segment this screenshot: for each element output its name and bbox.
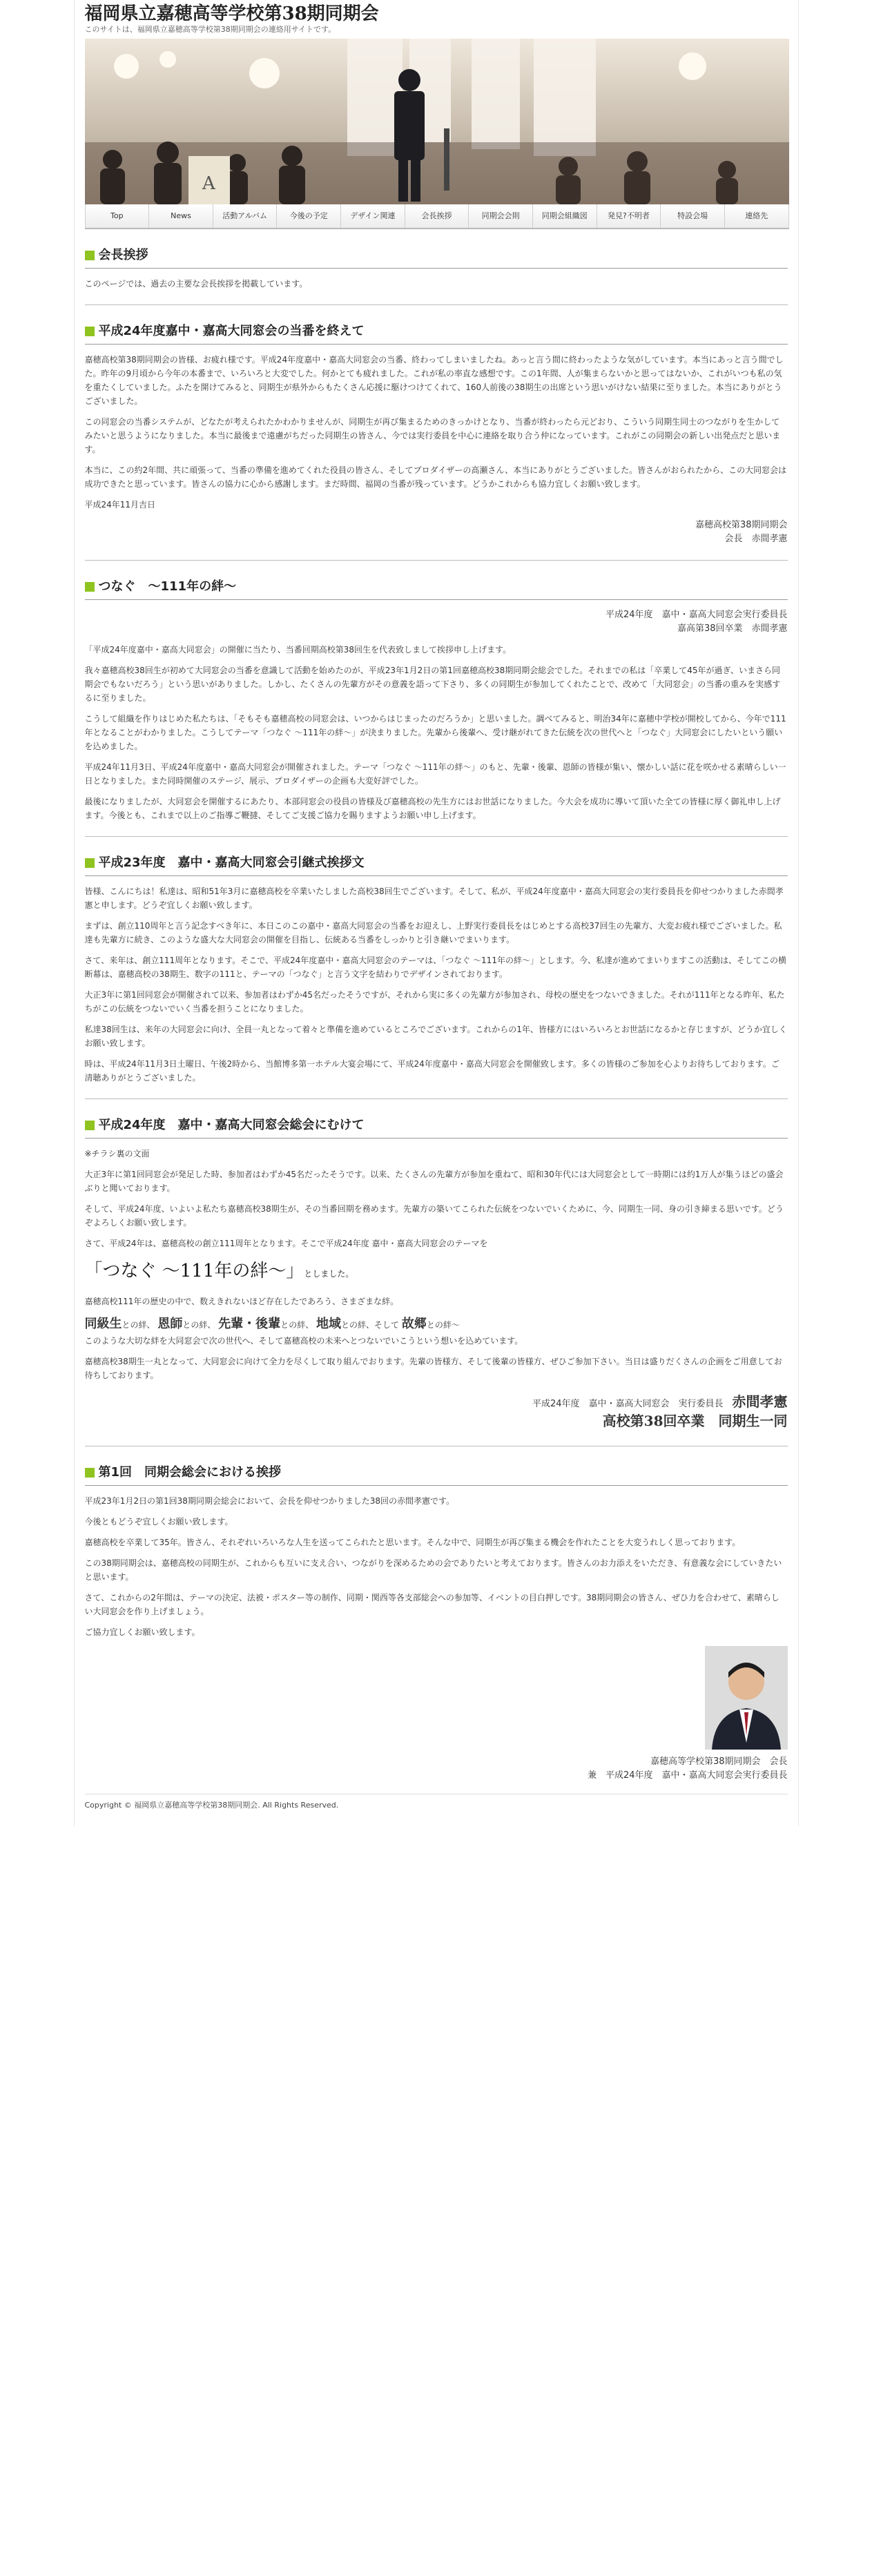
signature-org: 嘉穂高校第38期同期会 (695, 520, 788, 530)
footer-copyright: Copyright © 福岡県立嘉穂高等学校第38期同期会. All Rights Reserved. (85, 1794, 788, 1812)
greeting-text: このページでは、過去の主要な会長挨拶を掲載しています。 (84, 279, 308, 289)
paragraph: この同窓会の当番システムが、どなたが考えられたかわかりませんが、同期生が再び集まるためのきっかけとなり、当番が終わったら元どおり、こういう同期生同士のつながりを生かしてみたいと思うようになりました。本当に最後まで遠慮がちだった同期生の皆さん、今では実行委員を中心に連絡を取り合う仲になっています。これがこの同期会の新しい出発点だと思います。 (84, 417, 781, 454)
nav-contact[interactable]: 連絡先 (725, 204, 789, 228)
paragraph: さて、来年は、創立111周年となります。そこで、平成24年度嘉中・嘉高大同窓会のテーマは、「つなぐ ～111年の絆～」とします。今、私達が進めてまいりますこの活動は、そしてこの横断幕は、嘉穂高校の38期生、数字の111と、テーマの「つなぐ」と言う文字を結わりでデザインされております。 (84, 956, 786, 979)
nav-missing[interactable]: 発見?不明者 (597, 204, 661, 228)
greeting-heading (85, 247, 788, 269)
bonds-line (85, 1315, 788, 1334)
section-h23-handover (85, 855, 788, 1085)
section-heading (85, 855, 788, 876)
paragraph: この38期同期会は、嘉穂高校の同期生が、これからも互いに支え合い、つながりを深めるための会でありたいと考えております。皆さんのお力添えをいただき、有意義な会にしていきたいと思います。 (84, 1558, 782, 1582)
heading-marker-icon (85, 1468, 95, 1478)
nav-rules[interactable]: 同期会会則 (469, 204, 533, 228)
nav-album[interactable]: 活動アルバム (213, 204, 278, 228)
signature-org: 嘉穂高等学校第38期同期会 会長 (650, 1756, 788, 1767)
section-heading-text: つなぐ ～111年の絆～ (98, 579, 237, 594)
section-first-meeting (85, 1464, 788, 1783)
paragraph: そして、平成24年度、いよいよ私たち嘉穂高校38期生が、その当番回期を務めます。先輩方の築いてこられた伝統をつないでいくために、今、同期生一同、身の引き締まる思いです。どうぞよろしくお願い致します。 (84, 1204, 784, 1228)
nav-news[interactable]: News (149, 204, 213, 228)
chairman-portrait (705, 1646, 788, 1750)
divider (85, 1098, 788, 1099)
paragraph: 最後になりましたが、大同窓会を開催するにあたり、本部同窓会の役員の皆様及び嘉穂高校の先生方にはお世話になりました。今大会を成功に導いて頂いた全ての皆様に厚く御礼申し上げます。今後とも、これまで以上のご指導ご鞭撻、そしてご支援ご協力を賜りますようお願い申し上げます。 (84, 797, 781, 820)
divider (85, 560, 788, 561)
section-heading (85, 1117, 788, 1139)
heading-marker-icon (85, 582, 95, 592)
paragraph: こうして組織を作りはじめた私たちは、「そもそも嘉穂高校の同窓会は、いつからはじまったのだろうか」と思いました。調べてみると、明治34年に嘉穂中学校が開校してから、今年で111年となることがわかりました。こうしてテーマ「つなぐ ～111年の絆～」が決まりました。先輩から後輩へ、受け継がれてきた伝統を次の世代へと「つなぐ」大同窓会にしたいという願いを込めました。 (84, 714, 786, 751)
paragraph: このような大切な絆を大同窓会で次の世代へ、そして嘉穂高校の未来へとつないでいこうという想いを込めています。 (84, 1336, 523, 1346)
signature-group: 高校第38回卒業 同期生一同 (602, 1413, 788, 1429)
bond-word: 恩師 (157, 1317, 183, 1331)
nav-greeting[interactable]: 会長挨拶 (405, 204, 469, 228)
signature-name: 会長 赤間孝憲 (724, 534, 788, 544)
bond-word: 故郷 (401, 1317, 427, 1331)
nav-schedule[interactable]: 今後の予定 (277, 204, 341, 228)
date: 平成24年11月吉日 (84, 500, 156, 510)
bond-word: 同級生 (84, 1317, 122, 1331)
theme-quote (85, 1257, 788, 1288)
heading-marker-icon (85, 251, 95, 260)
paragraph: 我々嘉穂高校38回生が初めて大同窓会の当番を意識して活動を始めたのが、平成23年1月2日の第1回嘉穂高校38期同期会総会でした。それまでの私は「卒業して45年が過ぎ、いまさら同期会でもないだろう」という思いがありました。しかし、たくさんの先輩方がその意義を語って下さり、多くの同期生が参加してくれたことで、改めて「大同窓会」の当番の重みを実感するに至りました。 (84, 666, 781, 703)
paragraph: 平成23年1月2日の第1回38期同期会総会において、会長を仰せつかりました38回の赤間孝憲です。 (84, 1496, 455, 1506)
signature-line (85, 1413, 788, 1432)
paragraph: 嘉穂高校第38期同期会の皆様、お疲れ様です。平成24年度嘉中・嘉高大同窓会の当番、終わってしまいましたね。あっと言う間に終わったような気がしています。本当にあっと言う間でした。昨年の9月頃から今年の本番まで、いろいろと大変でした。何かとても疲れました。これが私の率直な感想です。この1年間、人が集まらないかと思ってはないか、これがいつも私の気を重たくしていました。ふたを開けてみると、同期生が県外からもたくさん応援に駆けつけてくれて、160人前後の38期生の出席という思いがけない結果に至りました。本当にありがとうございました。 (84, 355, 784, 406)
signature-title: 平成24年度 嘉中・嘉高大同窓会 実行委員長 (532, 1399, 724, 1409)
theme-quote-text: 「つなぐ ～111年の絆～」 (84, 1261, 304, 1281)
nav-design[interactable]: デザイン関連 (341, 204, 405, 228)
greeting-section (85, 247, 788, 291)
section-heading (85, 579, 788, 600)
nav-org[interactable]: 同期会組織図 (533, 204, 597, 228)
signature-title: 兼 平成24年度 嘉中・嘉高大同窓会実行委員長 (587, 1770, 788, 1781)
section-h24-general-meeting (85, 1117, 788, 1432)
divider (85, 836, 788, 837)
paragraph: 嘉穂高校を卒業して35年。皆さん、それぞれいろいろな人生を送ってこられたと思います。そんな中で、同期生が再び集まる機会を作れたことを大変うれしく思っております。 (84, 1538, 741, 1547)
greeting-heading-text: 会長挨拶 (98, 248, 148, 262)
section-heading-text: 平成24年度嘉中・嘉高大同窓会の当番を終えて (98, 324, 365, 338)
bond-suffix: との絆、 (280, 1320, 314, 1330)
section-heading-text: 平成23年度 嘉中・嘉高大同窓会引継式挨拶文 (98, 855, 365, 870)
bond-word: 先輩・後輩 (218, 1317, 281, 1331)
paragraph: 私達38回生は、来年の大同窓会に向け、全員一丸となって着々と準備を進めているところでございます。これからの1年、皆様方にはいろいろとお世話になるかと存じますが、どうか宜しくお願い致します。 (84, 1025, 787, 1048)
section-h24-end (85, 323, 788, 546)
theme-quote-suffix: としました。 (304, 1269, 354, 1279)
signature-block (85, 1393, 788, 1432)
paragraph: ご協力宜しくお願い致します。 (84, 1627, 200, 1637)
site-description: このサイトは、福岡県立嘉穂高等学校第38期同期会の連絡用サイトです。 (84, 25, 336, 34)
heading-marker-icon (85, 327, 95, 336)
paragraph: 平成24年11月3日、平成24年度嘉中・嘉高大同窓会が開催されました。テーマ「つなぐ ～111年の絆～」のもと、先輩・後輩、恩師の皆様が集い、懐かしい話に花を咲かせる素晴らしい一日となりました。また同時開催のステージ、展示、プロダイザーの企画も大変好評でした。 (84, 762, 786, 786)
flyer-note: ※チラシ裏の文面 (84, 1149, 150, 1159)
section-heading (85, 1464, 788, 1486)
paragraph: 嘉穂高校38期生一丸となって、大同窓会に向けて全力を尽くして取り組んでおります。先輩の皆様方、そして後輩の皆様方、ぜひご参加下さい。当日は盛りだくさんの企画をご用意してお待ちしております。 (84, 1357, 782, 1380)
section-heading (85, 323, 788, 345)
hero-photo (85, 39, 789, 204)
divider (85, 304, 788, 305)
bond-suffix: との絆、 (122, 1320, 155, 1330)
section-heading-text: 平成24年度 嘉中・嘉高大同窓会総会にむけて (98, 1118, 365, 1132)
portrait-wrap (85, 1646, 788, 1750)
paragraph: 大正3年に第1回同窓会が発足した時、参加者はわずか45名だったそうです。以来、たくさんの先輩方が参加を重ねて、昭和30年代には大同窓会として一時期には約1万人が集うほどの盛会ぶりと聞いております。 (84, 1170, 784, 1193)
bond-suffix: との絆、 (182, 1320, 216, 1330)
signature-name: 嘉高第38回卒業 赤間孝憲 (677, 623, 788, 634)
paragraph: さて、平成24年は、嘉穂高校の創立111周年となります。そこで平成24年度 嘉中・嘉高大同窓会のテーマを (84, 1239, 488, 1248)
signature-title: 平成24年度 嘉中・嘉高大同窓会実行委員長 (605, 610, 788, 620)
section-tsunagu (85, 579, 788, 822)
paragraph: 大正3年に第1回同窓会が開催されて以来、参加者はわずか45名だったそうですが、それから実に多くの先輩方が参加され、母校の歴史をつないできました。それが111年となる昨年、私たちがこの伝統をつないでいく当番を担うことになりました。 (84, 990, 785, 1014)
paragraph: 時は、平成24年11月3日土曜日、午後2時から、当館博多第一ホテル大宴会場にて、平成24年度嘉中・嘉高大同窓会を開催致します。多くの皆様のご参加を心よりお待ちしております。ご清聴ありがとうございました。 (84, 1059, 779, 1083)
paragraph: 皆様、こんにちは！私達は、昭和51年3月に嘉穂高校を卒業いたしました高校38回生でございます。そして、私が、平成24年度嘉中・嘉高大同窓会の実行委員長を仰せつかりました赤間孝憲と申します。どうぞ宜しくお願い致します。 (84, 887, 784, 910)
bond-suffix: との絆、そして (341, 1320, 400, 1330)
bond-word: 地域 (316, 1317, 342, 1331)
heading-marker-icon (85, 858, 95, 868)
heading-marker-icon (85, 1121, 95, 1130)
nav-top[interactable]: Top (85, 204, 150, 228)
nav-special[interactable]: 特設会場 (661, 204, 725, 228)
svg-text:A: A (202, 173, 215, 194)
signature-name: 赤間孝憲 (732, 1393, 788, 1410)
bond-suffix: との絆～ (426, 1320, 460, 1330)
paragraph: 本当に、この約2年間、共に頑張って、当番の準備を進めてくれた役員の皆さん、そしてプロダイザーの高瀬さん、本当にありがとうございました。皆さんがおられたから、この大同窓会は成功できたと思っています。皆さんの協力に心から感謝します。まだ時間、福岡の当番が残っています。どうかこれからも協力宜しくお願い致します。 (84, 465, 787, 489)
site-header (85, 0, 788, 35)
site-title[interactable]: 福岡県立嘉穂高等学校第38期同期会 (84, 3, 379, 24)
paragraph: 「平成24年度嘉中・嘉高大同窓会」の開催に当たり、当番回期高校第38回生を代表致しまして挨拶申し上げます。 (84, 645, 512, 655)
main-nav (85, 204, 789, 229)
paragraph: 今後ともどうぞ宜しくお願い致します。 (84, 1517, 233, 1527)
paragraph: まずは、創立110周年と言う記念すべき年に、本日このこの嘉中・嘉高大同窓会の当番をお迎えし、上野実行委員長をはじめとする高校37回生の先輩方、大変お疲れ様でございました。私達も先輩方に続き、このような盛大な大同窓会の開催を目指し、伝統ある当番をしっかりと引き継いでまいります。 (84, 921, 782, 945)
paragraph: さて、これからの2年間は、テーマの決定、法被・ポスター等の制作、同期・関西等各支部総会への参加等、イベントの目白押しです。38期同期会の皆さん、ぜひ力を合わせて、素晴らしい大同窓会を作り上げましょう。 (84, 1593, 779, 1616)
signature-line (85, 1393, 788, 1413)
paragraph: 嘉穂高校111年の歴史の中で、数えきれないほど存在したであろう、さまざまな絆。 (84, 1297, 399, 1306)
section-heading-text: 第1回 同期会総会における挨拶 (98, 1465, 282, 1480)
